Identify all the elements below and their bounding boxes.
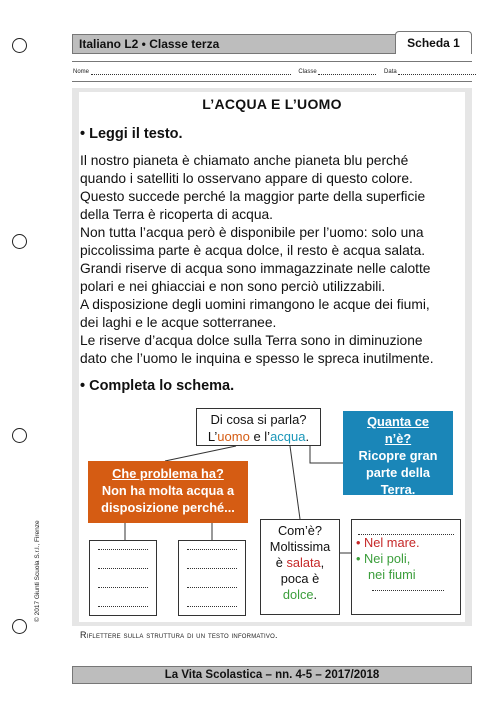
problem-answer: disposizione perché... [101,500,235,515]
where-answer-blank[interactable] [372,583,444,591]
problem-answer: Non ha molta acqua a [101,483,235,498]
text-line: polari e nei ghiacciai e non sono perciò utilizzabili. [80,279,386,294]
how-answer-text: è [275,555,287,570]
text-line: A disposizione degli uomini rimangono le acque dei fiumi, [80,297,430,312]
date-field[interactable] [398,69,476,75]
text-line: Il nostro pianeta è chiamato anche pianeta blu perché [80,153,409,168]
topic-answer-text: L’ [207,429,218,444]
topic-question: Di cosa si parla? [210,412,307,427]
binder-hole-icon [12,619,27,634]
where-box [351,519,461,615]
where-item-text: Nei poli, [364,551,411,566]
quantity-question: Quanta ce [367,414,429,429]
quantity-question: n’è? [384,431,412,446]
quantity-answer: Terra. [380,482,416,497]
how-answer-text: , [320,555,325,570]
topic-answer-man: uomo [217,429,250,444]
instruction-read: • Leggi il testo. [80,126,183,142]
problem-question: Che problema ha? [112,466,224,481]
problem-box [88,461,248,523]
name-field[interactable] [91,69,291,75]
page-title: L’ACQUA E L’UOMO [202,96,342,112]
text-line: Le riserve d’acqua dolce sulla Terra sono in diminuzione [80,333,423,348]
text-line: quando i satelliti lo osservano appare di questo colore. [80,171,413,186]
quantity-answer: parte della [365,465,430,480]
how-answer: poca è [280,571,320,586]
where-item-text: Nel mare. [364,535,420,550]
copyright-credit: © 2017 Giunti Scuola S.r.l., Firenze [34,520,41,622]
text-line: Grandi riserve di acqua sono immagazzinate nelle calotte [80,261,431,276]
where-item [356,535,460,551]
student-fields [73,69,473,75]
where-question-blank[interactable] [358,522,454,535]
divider [72,61,472,62]
binder-hole-icon [12,38,27,53]
how-question: Com’è? [277,523,323,538]
instruction-complete: • Completa lo schema. [80,378,235,394]
answer-box-blank[interactable] [178,540,246,616]
where-item-text: nei fiumi [368,567,416,582]
how-answer-fresh: dolce [282,587,314,602]
sheet-number: Scheda 1 [395,31,472,54]
text-line: piccolissima parte è acqua dolce, il resto è acqua salata. [80,243,426,258]
topic-answer-text: . [305,429,310,444]
footer-note: Riflettere sulla struttura di un testo informativo. [80,630,278,640]
text-line: dato che l’uomo le inquina e spesso le spreca inutilmente. [80,351,434,366]
how-box [260,519,340,615]
subject-label: Italiano L2 • Classe terza [79,37,220,51]
date-label: Data [384,69,397,75]
binder-hole-icon [12,428,27,443]
topic-answer-text: e l’ [249,429,271,444]
reading-text [80,152,464,368]
name-label: Nome [73,69,90,75]
class-field[interactable] [318,69,376,75]
text-line: Non tutta l’acqua però è disponibile per l’uomo: solo una [80,225,424,240]
class-label: Classe [298,69,317,75]
text-line: Questo succede perché la maggior parte della superficie [80,189,426,204]
topic-answer-water: acqua [270,429,306,444]
answer-box-blank[interactable] [89,540,157,616]
quantity-answer: Ricopre gran [358,448,438,463]
footer-bar: La Vita Scolastica – nn. 4-5 – 2017/2018 [72,666,472,684]
where-item [356,551,460,567]
how-answer: Moltissima [269,539,331,554]
topic-answer [197,428,320,445]
how-answer [261,555,339,571]
how-answer-text: . [313,587,318,602]
text-line: della Terra è ricoperta di acqua. [80,207,274,222]
binder-hole-icon [12,234,27,249]
divider [72,81,472,82]
bullet-icon: • [356,535,361,550]
bullet-icon: • [356,551,361,566]
quantity-box [343,411,453,495]
text-line: dei laghi e le acque sotterranee. [80,315,277,330]
topic-box [196,408,321,446]
how-answer-salty: salata [286,555,321,570]
how-answer [261,587,339,603]
